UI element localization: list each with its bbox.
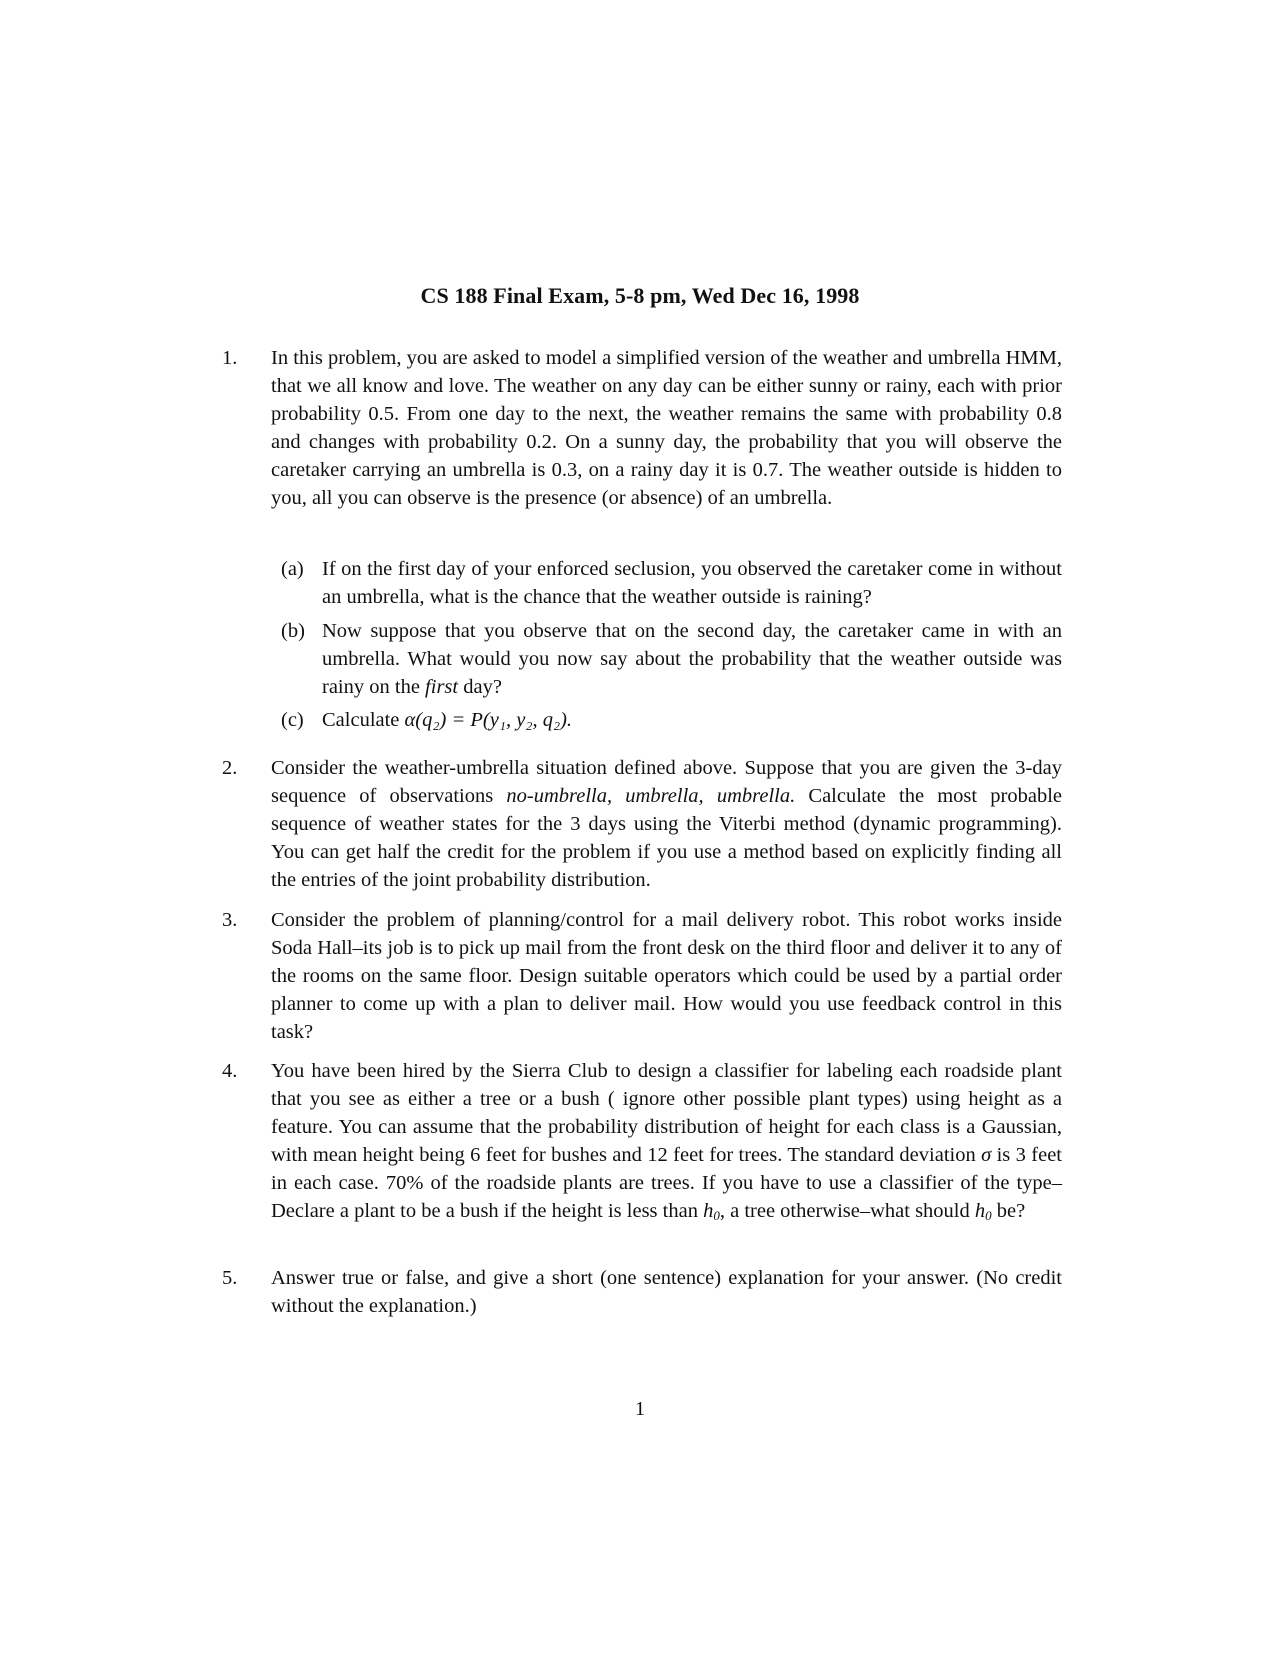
problem-text-middle2: , a tree otherwise–what should <box>719 1200 975 1222</box>
problem-text-before: Consider the weather-umbrella situation defined above. Suppose that you are given the 3-day sequence of observations <box>271 757 1062 807</box>
page-number: 1 <box>634 1398 646 1420</box>
problem-number: 3. <box>222 909 238 931</box>
problem-text-before: You have been hired by the Sierra Club to design a classifier for labeling each roadside plant that you see as either a tree or a bush ( ignore other possible plant types) using height as a feature. You can assume that the probability distribution of height for each class is a Gaussian, with mean height being 6 feet for bushes and 12 feet for trees. The standard deviation <box>271 1060 1062 1166</box>
problem-1-part-c <box>281 706 1062 734</box>
problem-text <box>271 754 1062 894</box>
problem-text: In this problem, you are asked to model a simplified version of the weather and umbrella HMM, that we all know and love. The weather on any day can be either sunny or rainy, each with prior probability 0.5. From one day to the next, the weather remains the same with probability 0.8 and changes with probability 0.2. On a sunny day, the probability that you will observe the caretaker carrying an umbrella is 0.3, on a rainy day it is 0.7. The weather outside is hidden to you, all you can observe is the presence (or absence) of an umbrella. <box>271 347 1062 509</box>
sigma-symbol: σ <box>981 1144 992 1166</box>
problem-text-after: Calculate the most probable sequence of weather states for the 3 days using the Viterbi method (dynamic programming). You can get half the credit for the problem if you use a method based on explicitly finding all the entries of the joint probability distribution. <box>271 785 1062 891</box>
problem-text: Consider the problem of planning/control for a mail delivery robot. This robot works inside Soda Hall–its job is to pick up mail from the front desk on the third floor and deliver it to any of the rooms on the same floor. Design suitable operators which could be used by a partial order planner to come up with a plan to deliver mail. How would you use feedback control in this task? <box>271 909 1062 1043</box>
h0-subscript: 0 <box>713 1208 720 1223</box>
problem-text-after: be? <box>991 1200 1026 1222</box>
part-text-after: day? <box>458 676 502 698</box>
part-label: (b) <box>281 620 305 642</box>
problem-1-part-b <box>281 617 1062 701</box>
part-text-emphasis: first <box>425 676 459 698</box>
h0-base: h <box>703 1200 714 1222</box>
h0-base: h <box>974 1200 986 1222</box>
alpha-formula: α(q₂) = P(y₁, y₂, q₂). <box>404 709 573 731</box>
problem-number: 1. <box>222 347 238 369</box>
part-text-before: Calculate <box>322 709 400 731</box>
problem-4 <box>222 1057 1062 1230</box>
problem-text: Answer true or false, and give a short (one sentence) explanation for your answer. (No credit without the explanation.) <box>271 1267 1062 1317</box>
part-label: (c) <box>281 709 304 731</box>
exam-title: CS 188 Final Exam, 5-8 pm, Wed Dec 16, 1998 <box>420 283 860 308</box>
problem-number: 5. <box>222 1267 238 1289</box>
problem-2 <box>222 754 1062 894</box>
h0-symbol-2 <box>975 1200 992 1222</box>
problem-3 <box>222 906 1062 1046</box>
problem-number: 2. <box>222 757 238 779</box>
part-text: If on the first day of your enforced seclusion, you observed the caretaker come in without an umbrella, what is the chance that the weather outside is raining? <box>322 558 1062 608</box>
problem-text-middle: is 3 feet in each case. 70% of the roadside plants are trees. If you have to use a classifier of the type–Declare a plant to be a bush if the height is less than <box>271 1144 1062 1222</box>
part-text <box>322 617 1062 701</box>
problem-text <box>271 1057 1062 1230</box>
part-text <box>322 706 1062 734</box>
problem-text-emphasis: no-umbrella, umbrella, umbrella. <box>506 785 796 807</box>
problem-5 <box>222 1264 1062 1320</box>
problem-1-part-a <box>281 555 1062 611</box>
part-text-before: Now suppose that you observe that on the second day, the caretaker came in with an umbrella. What would you now say about the probability that the weather outside was rainy on the <box>322 620 1062 698</box>
part-label: (a) <box>281 558 304 580</box>
h0-subscript: 0 <box>985 1208 992 1223</box>
problem-1 <box>222 344 1062 512</box>
h0-symbol <box>703 1200 720 1222</box>
problem-number: 4. <box>222 1060 238 1082</box>
